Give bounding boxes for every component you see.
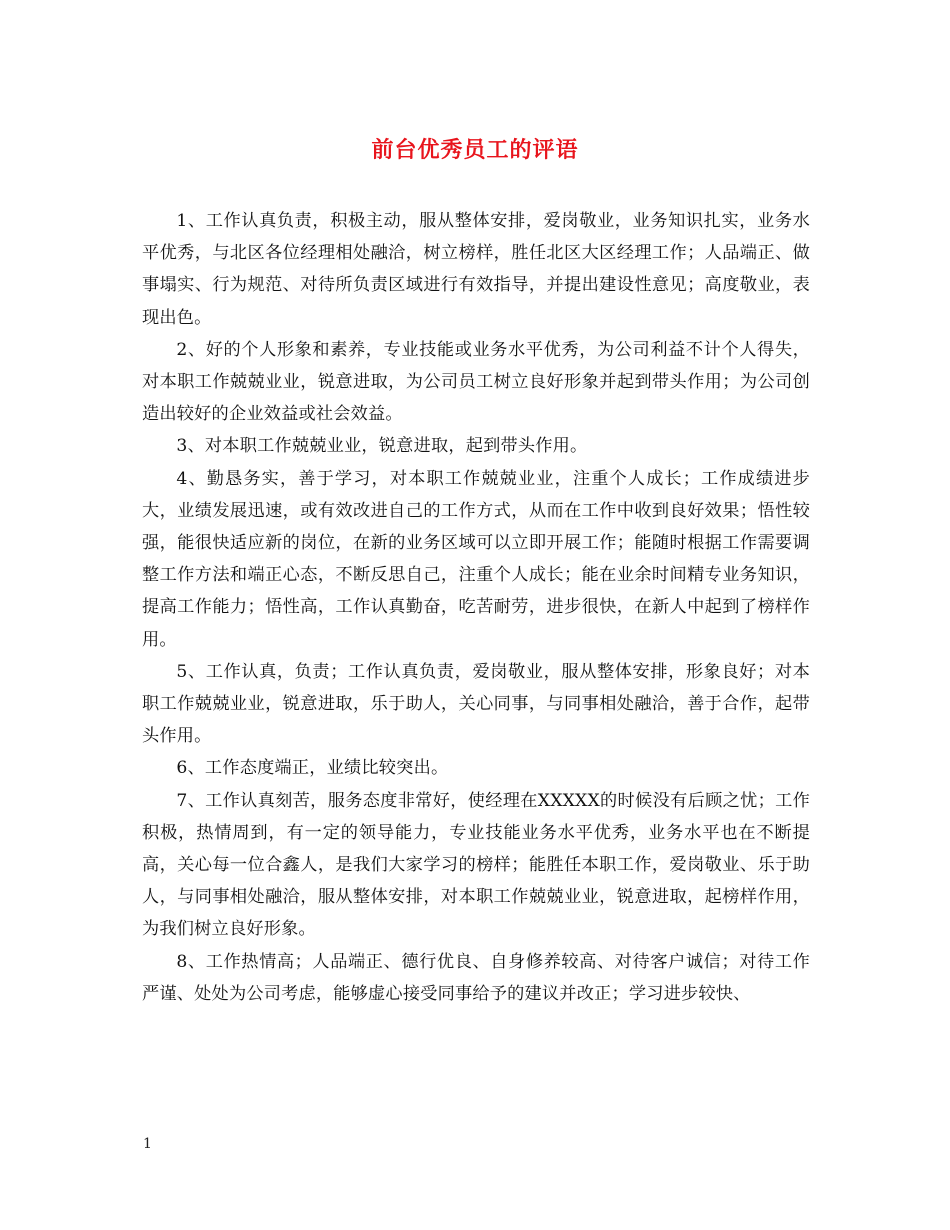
document-title: 前台优秀员工的评语 [371,137,579,163]
paragraph-3: 3、对本职工作兢兢业业，锐意进取，起到带头作用。 [176,436,588,457]
document-body [142,205,810,1010]
paragraph-2: 2、好的个人形象和素养，专业技能或业务水平优秀，为公司利益不计个人得失，对本职工作兢兢业业，锐意进取，为公司员工树立良好形象并起到带头作用；为公司创造出较好的企业效益或社会效益。 [142,339,810,425]
paragraph-8: 8、工作热情高；人品端正、德行优良、自身修养较高、对待客户诚信；对待工作严谨、处处为公司考虑，能够虚心接受同事给予的建议并改正；学习进步较快、 [142,951,810,1004]
paragraph-7: 7、工作认真刻苦，服务态度非常好，使经理在XXXXX的时候没有后顾之忧；工作积极，热情周到，有一定的领导能力，专业技能业务水平优秀，业务水平也在不断提高，关心每一位合鑫人，是我们大家学习的榜样；能胜任本职工作，爱岗敬业、乐于助人，与同事相处融洽，服从整体安排，对本职工作兢兢业业，锐意进取，起榜样作用，为我们树立良好形象。 [142,790,810,940]
paragraph-1: 1、工作认真负责，积极主动，服从整体安排，爱岗敬业，业务知识扎实，业务水平优秀，与北区各位经理相处融洽，树立榜样，胜任北区大区经理工作；人品端正、做事塌实、行为规范、对待所负责区域进行有效指导，并提出建设性意见；高度敬业，表现出色。 [142,211,810,328]
paragraph-4: 4、勤恳务实，善于学习，对本职工作兢兢业业，注重个人成长；工作成绩进步大，业绩发展迅速，或有效改进自己的工作方式，从而在工作中收到良好效果；悟性较强，能很快适应新的岗位，在新的业务区域可以立即开展工作；能随时根据工作需要调整工作方法和端正心态，不断反思自己，注重个人成长；能在业余时间精专业务知识，提高工作能力；悟性高，工作认真勤奋，吃苦耐劳，进步很快，在新人中起到了榜样作用。 [142,468,810,650]
page-number: 1 [143,1136,152,1152]
paragraph-6: 6、工作态度端正，业绩比较突出。 [176,758,449,779]
paragraph-5: 5、工作认真，负责；工作认真负责，爱岗敬业，服从整体安排，形象良好；对本职工作兢兢业业，锐意进取，乐于助人，关心同事，与同事相处融洽，善于合作，起带头作用。 [142,661,810,747]
